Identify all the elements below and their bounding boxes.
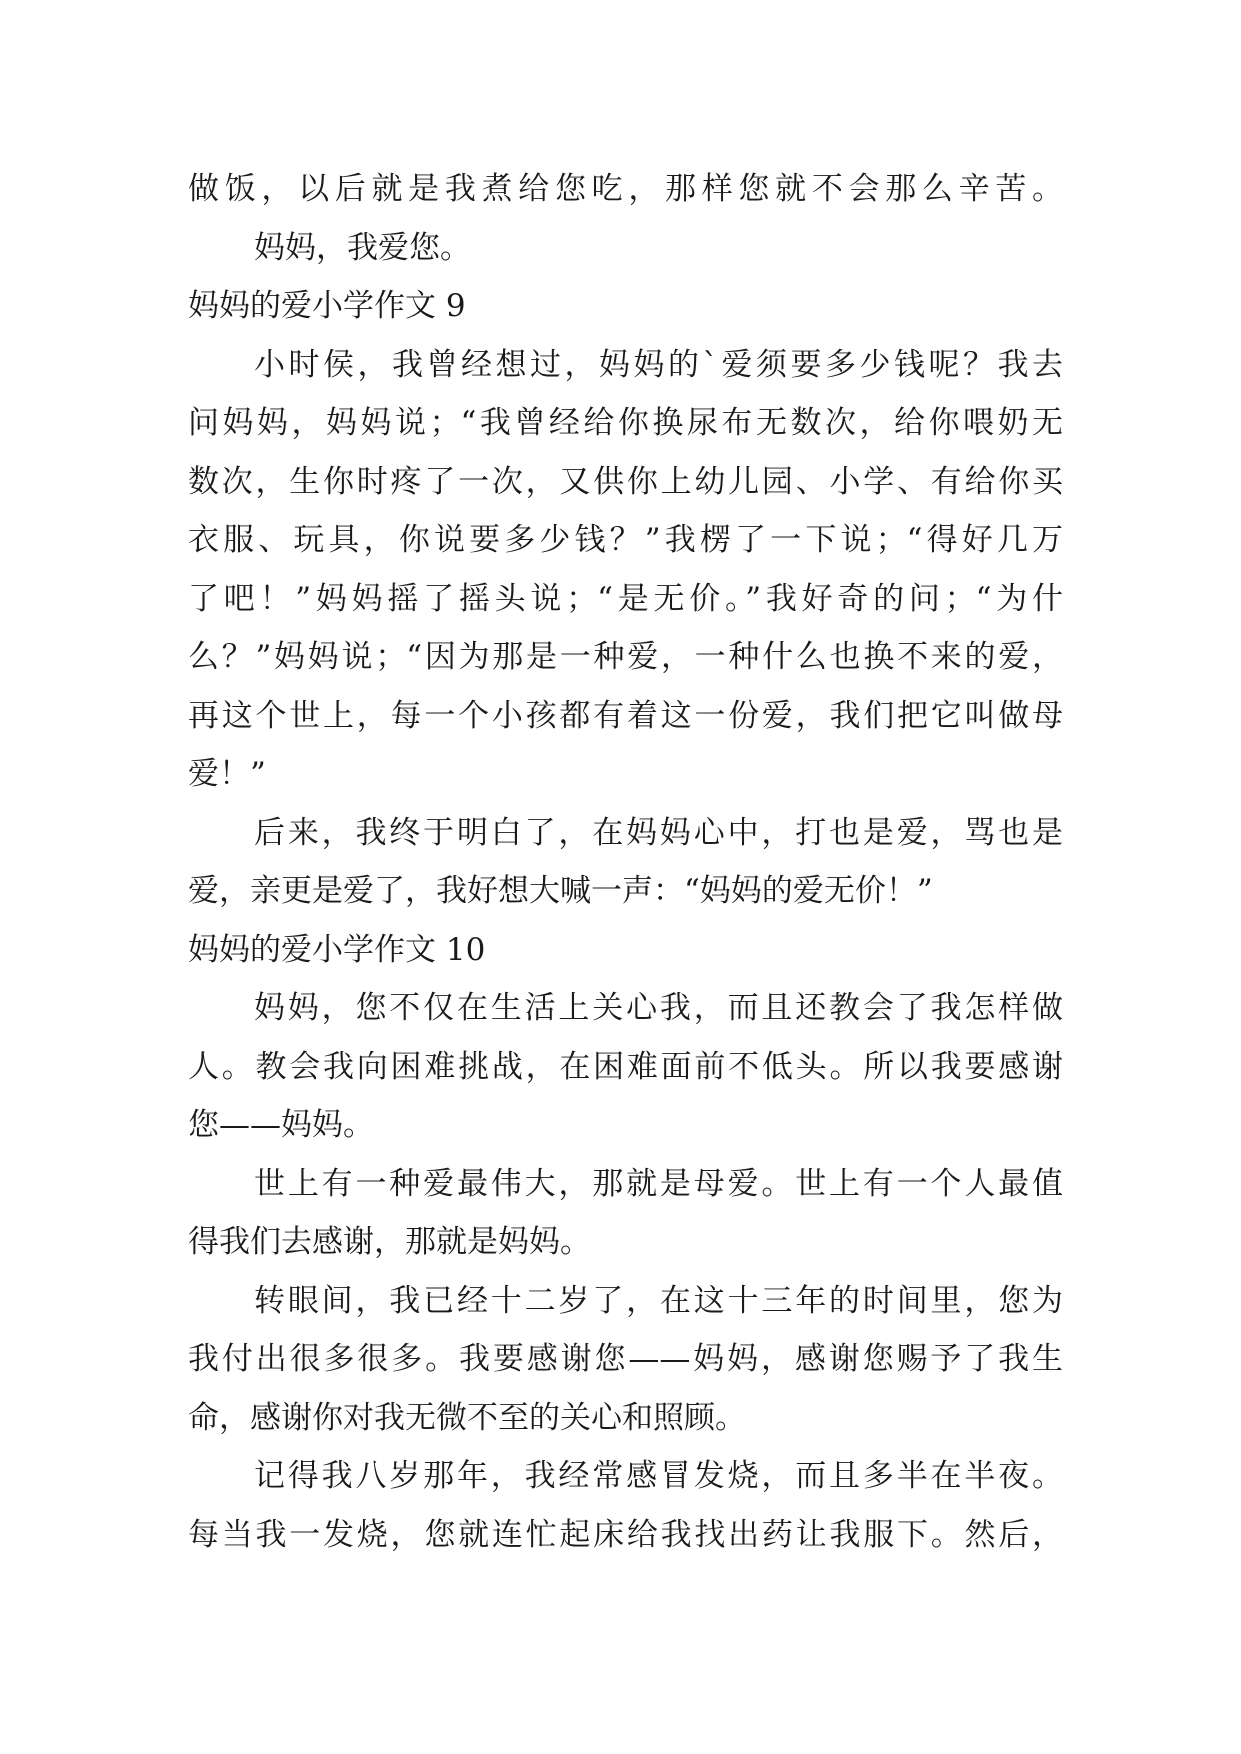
text-line: 了吧！”妈妈摇了摇头说；“是无价。”我好奇的问；“为什 [188,580,1063,617]
text-line: 爱！” [188,756,266,792]
text-line: 我付出很多很多。我要感谢您——妈妈，感谢您赐予了我生 [188,1341,1063,1377]
text-line: 数次，生你时疼了一次，又供你上幼儿园、小学、有给你买 [188,463,1063,500]
text-line: 记得我八岁那年，我经常感冒发烧，而且多半在半夜。 [254,1458,1063,1494]
text-line: 再这个世上，每一个小孩都有着这一份爱，我们把它叫做母 [188,697,1063,734]
text-line: 转眼间，我已经十二岁了，在这十三年的时间里，您为 [254,1282,1063,1319]
text-line: 爱，亲更是爱了，我好想大喊一声：“妈妈的爱无价！” [188,873,933,909]
text-line: 做饭，以后就是我煮给您吃，那样您就不会那么辛苦。 [188,171,1063,207]
text-line: 命，感谢你对我无微不至的关心和照顾。 [188,1399,746,1436]
text-line: 后来，我终于明白了，在妈妈心中，打也是爱，骂也是 [254,814,1063,851]
section-heading: 妈妈的爱小学作文 9 [188,288,466,324]
text-line: 得我们去感谢，那就是妈妈。 [188,1224,591,1260]
text-line: 每当我一发烧，您就连忙起床给我找出药让我服下。然后， [188,1516,1063,1553]
section-heading: 妈妈的爱小学作文 10 [188,931,486,968]
text-line: 人。教会我向困难挑战，在困难面前不低头。所以我要感谢 [188,1048,1063,1085]
text-line: 您——妈妈。 [188,1107,374,1143]
text-line: 妈妈，您不仅在生活上关心我，而且还教会了我怎样做 [254,990,1063,1026]
text-line: 问妈妈，妈妈说；“我曾经给你换尿布无数次，给你喂奶无 [188,405,1063,441]
text-line: 小时侯，我曾经想过，妈妈的`爱须要多少钱呢？我去 [254,346,1063,383]
text-line: 妈妈，我爱您。 [254,229,471,266]
text-line: 衣服、玩具，你说要多少钱？”我楞了一下说；“得好几万 [188,522,1063,558]
essay-body [188,160,1063,1564]
text-line: 世上有一种爱最伟大，那就是母爱。世上有一个人最值 [254,1165,1063,1202]
text-line: 么？”妈妈说；“因为那是一种爱，一种什么也换不来的爱， [188,639,1063,675]
